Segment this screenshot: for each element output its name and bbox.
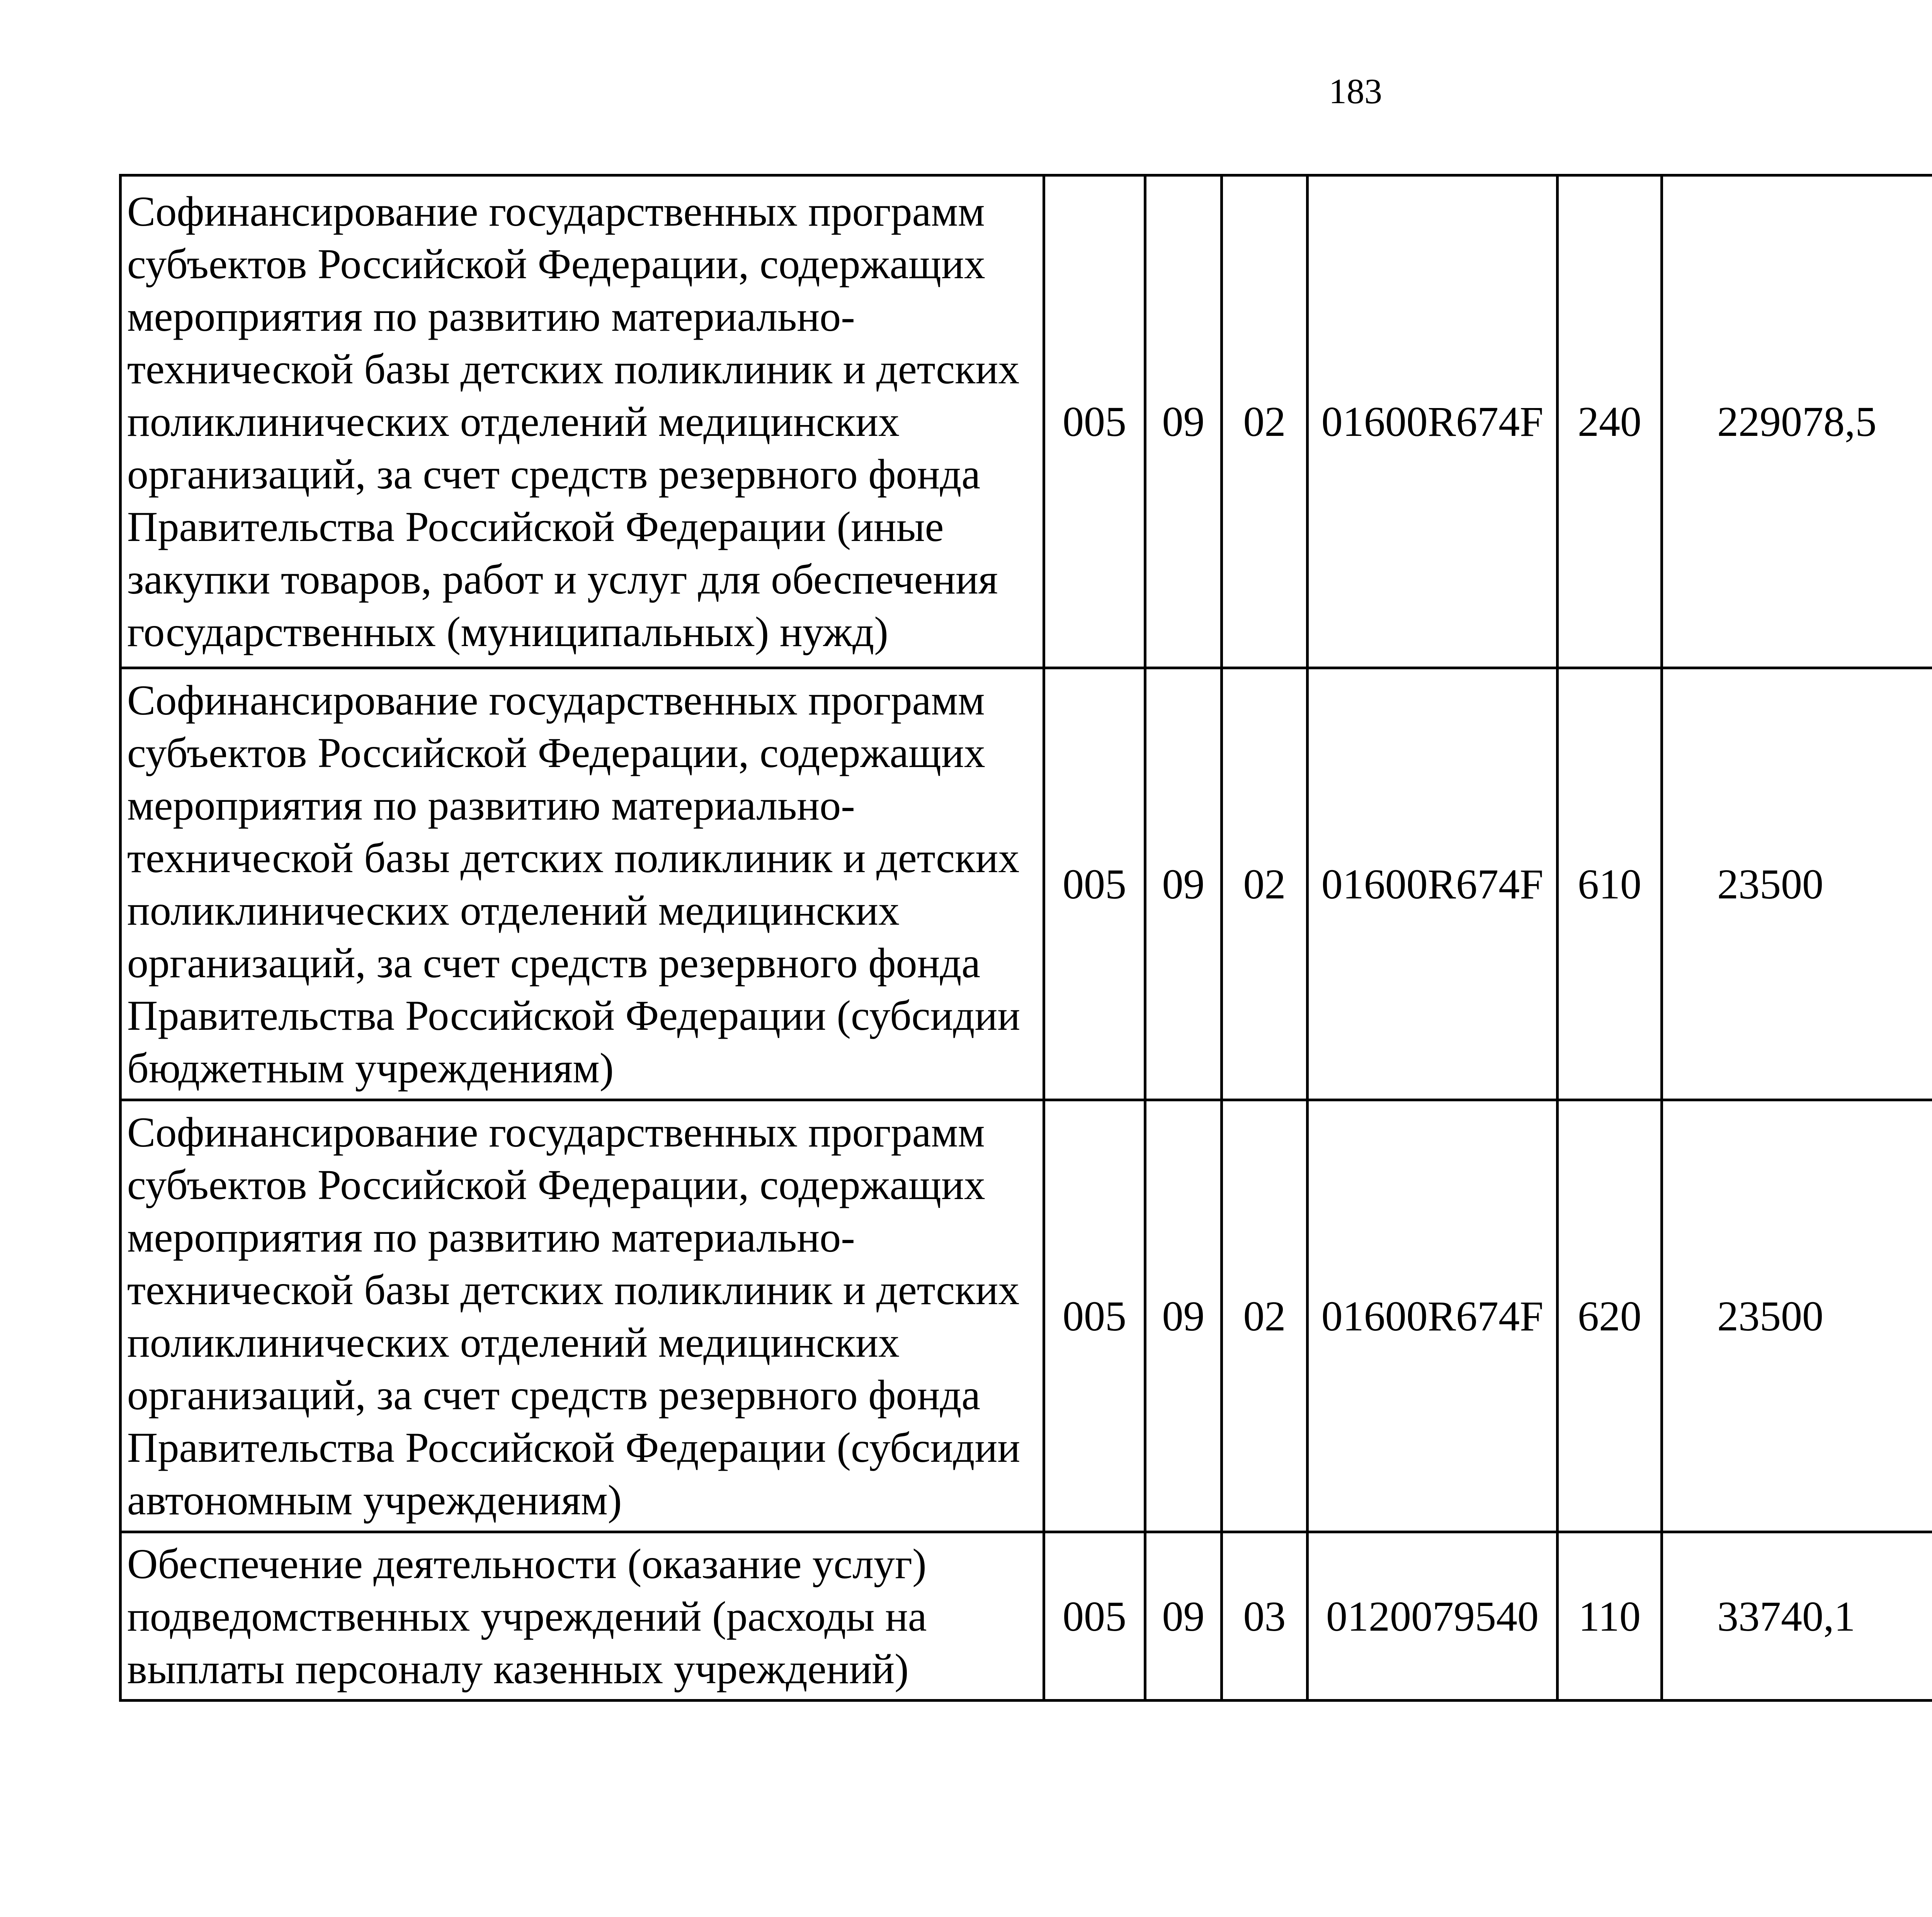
subsection-code-cell: 02 [1222,1100,1308,1532]
section-code-cell: 09 [1145,668,1222,1100]
target-article-cell: 01600R674F [1308,175,1558,668]
ministry-code-cell: 005 [1044,1532,1145,1701]
ministry-code-cell: 005 [1044,1100,1145,1532]
target-article-cell: 0120079540 [1308,1532,1558,1701]
amount-year-1-cell: 33740,1 [1662,1532,1932,1701]
subsection-code-cell: 02 [1222,668,1308,1100]
expense-type-cell: 620 [1558,1100,1662,1532]
table-row [121,175,1932,668]
description-cell: Обеспечение деятельности (оказание услуг) подведомственных учреждений (расходы на выплаты персоналу казенных учреждений) [121,1532,1044,1701]
expense-type-cell: 240 [1558,175,1662,668]
expense-type-cell: 110 [1558,1532,1662,1701]
section-code-cell: 09 [1145,1532,1222,1701]
ministry-code-cell: 005 [1044,175,1145,668]
section-code-cell: 09 [1145,175,1222,668]
description-cell: Софинансирование государственных программ субъектов Российской Федерации, содержащих мероприятия по развитию материально-технической базы детских поликлиник и детских поликлинических отделений медицинских организаций, за счет средств резервного фонда Правительства Российской Федерации (субсидии бюджетным учреждениям) [121,668,1044,1100]
description-cell: Софинансирование государственных программ субъектов Российской Федерации, содержащих мероприятия по развитию материально-технической базы детских поликлиник и детских поликлинических отделений медицинских организаций, за счет средств резервного фонда Правительства Российской Федерации (субсидии автономным учреждениям) [121,1100,1044,1532]
amount-year-1-cell: 23500 [1662,1100,1932,1532]
target-article-cell: 01600R674F [1308,668,1558,1100]
expense-type-cell: 610 [1558,668,1662,1100]
amount-year-1-cell: 23500 [1662,668,1932,1100]
description-cell: Софинансирование государственных программ субъектов Российской Федерации, содержащих мероприятия по развитию материально-технической базы детских поликлиник и детских поликлинических отделений медицинских организаций, за счет средств резервного фонда Правительства Российской Федерации (иные закупки товаров, работ и услуг для обеспечения государственных (муниципальных) нужд) [121,175,1044,668]
page-number: 183 [1329,71,1382,111]
section-code-cell: 09 [1145,1100,1222,1532]
subsection-code-cell: 03 [1222,1532,1308,1701]
table-row [121,1532,1932,1701]
table-row [121,1100,1932,1532]
amount-year-1-cell: 229078,5 [1662,175,1932,668]
subsection-code-cell: 02 [1222,175,1308,668]
target-article-cell: 01600R674F [1308,1100,1558,1532]
ministry-code-cell: 005 [1044,668,1145,1100]
budget-table [119,174,1932,1702]
table-row [121,668,1932,1100]
